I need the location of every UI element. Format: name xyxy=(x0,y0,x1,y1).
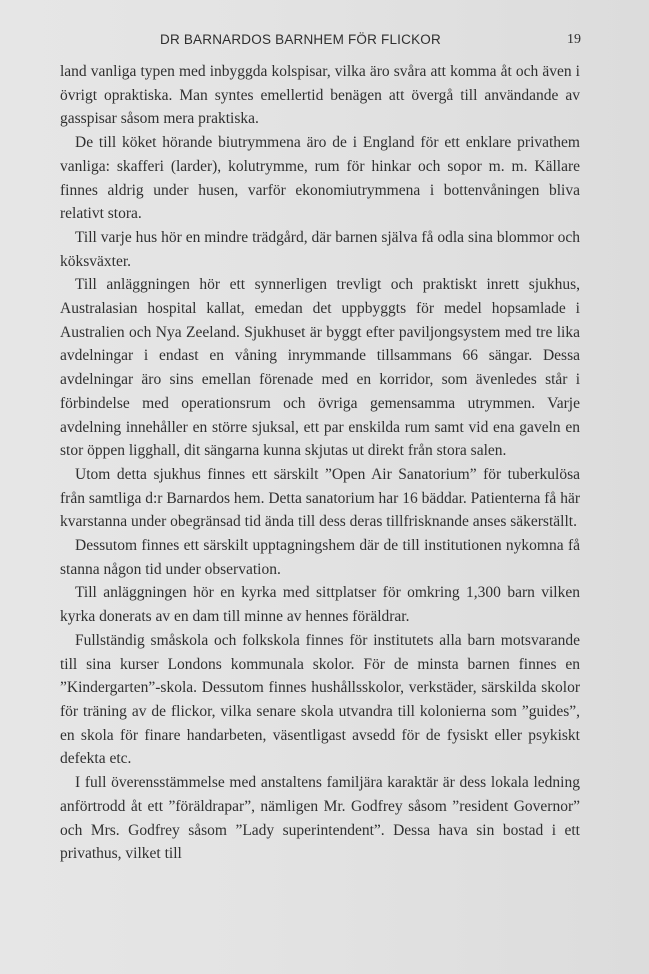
paragraph: Till anläggningen hör ett synnerligen trevligt och praktiskt inrett sjukhus, Australasian hospital kallat, emedan det uppbyggts för medel hopsamlade i Australien och Nya Zeeland. Sjukhuset är byggt efter paviljongsystem med tre lika avdelningar i endast en våning inrymmande tillsammans 66 sängar. Dessa avdelningar äro sins emellan förenade med en korridor, som ävenledes står i förbindelse med operationsrum och övriga gemensamma utrymmen. Varje avdelning innehåller en större sjuksal, ett par enskilda rum samt vid ena gaveln en stor öppen ligghall, dit sängarna kunna skjutas ut direkt från stora salen. xyxy=(60,276,580,460)
paragraph: De till köket hörande biutrymmena äro de i England för ett enklare privathem vanliga: skafferi (larder), kolutrymme, rum för hinkar och sopor m. m. Källare finnes aldrig under husen, varför ekonomiutrymmena i bottenvåningen bliva relativt stora. xyxy=(60,134,580,223)
page-header xyxy=(0,32,649,52)
paragraph: I full överensstämmelse med anstaltens familjära karaktär är dess lokala ledning anförtrodd åt ett ”föräldrapar”, nämligen Mr. Godfrey såsom ”resident Governor” och Mrs. Godfrey såsom ”Lady superintendent”. Dessa hava sin bostad i ett privathus, vilket till xyxy=(60,774,580,863)
running-title: DR BARNARDOS BARNHEM FÖR FLICKOR xyxy=(160,32,441,47)
paragraph: land vanliga typen med inbyggda kolspisar, vilka äro svåra att komma åt och även i övrigt opraktiska. Man syntes emellertid benägen att övergå till användande av gasspisar såsom mera praktiska. xyxy=(60,63,580,128)
paragraph: Utom detta sjukhus finnes ett särskilt ”Open Air Sanatorium” för tuberkulösa från samtliga d:r Barnardos hem. Detta sanatorium har 16 bäddar. Patienterna få här kvarstanna under obegränsad tid ända till dess deras tillfrisknande anses säkerställt. xyxy=(60,465,580,531)
paragraph: Till varje hus hör en mindre trädgård, där barnen själva få odla sina blommor och köksväxter. xyxy=(60,228,580,270)
paragraph: Fullständig småskola och folkskola finnes för institutets alla barn motsvarande till sina kurser Londons kommunala skolor. För de minsta barnen finnes en ”Kindergarten”-skola. Dessutom finnes hushållsskolor, verkstäder, särskilda skolor för träning av de flickor, vilka senare skola utvandra till kolonierna som ”guides”, en skola för finare handarbeten, väsentligast avsedd för de fysiskt eller psykiskt defekta etc. xyxy=(60,631,580,768)
paragraph: Till anläggningen hör en kyrka med sittplatser för omkring 1,300 barn vilken kyrka donerats av en dam till minne av hennes föräldrar. xyxy=(60,584,580,626)
page-number: 19 xyxy=(567,32,581,47)
paragraph: Dessutom finnes ett särskilt upptagningshem där de till institutionen nykomna få stanna någon tid under observation. xyxy=(60,537,580,578)
page-body xyxy=(60,60,580,866)
